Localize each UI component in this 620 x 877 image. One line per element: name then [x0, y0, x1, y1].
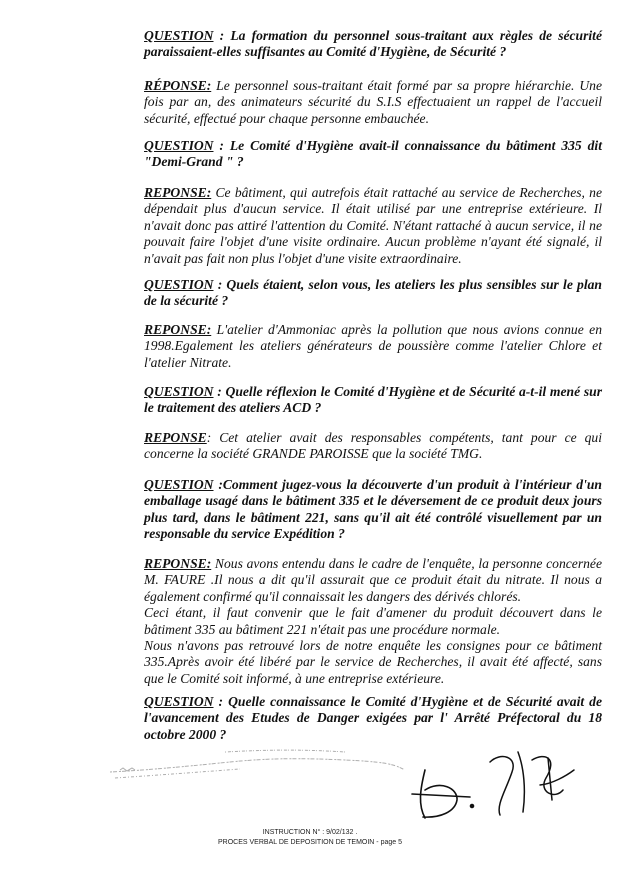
answer-text: Nous avons entendu dans le cadre de l'enquête, la personne concernée M. FAURE .Il nous a dit qu'il assurait que ce produit était du nitrate. Il nous a également confirmé qu'il connaissait les dangers des dérivés chlorés. — [144, 556, 602, 604]
question-text: : Le Comité d'Hygiène avait-il connaissance du bâtiment 335 dit "Demi-Grand " ? — [144, 138, 602, 170]
question-text: :Comment jugez-vous la découverte d'un produit à l'intérieur d'un emballage usagé dans le bâtiment 335 et le déversement de ce produit deux jours plus tard, dans le bâtiment 221, sans qu'il ait été contrôlé visuellement par un responsable du service Expédition ? — [144, 477, 602, 542]
question-label: QUESTION — [144, 277, 214, 292]
question-label: QUESTION — [144, 138, 214, 153]
answer-label: REPONSE: — [144, 556, 212, 571]
question-text: : Quelle réflexion le Comité d'Hygiène et de Sécurité a-t-il mené sur le traitement des ateliers ACD ? — [144, 384, 602, 416]
question-text: : Quelle connaissance le Comité d'Hygiène et de Sécurité avait de l'avancement des Etudes de Danger exigées par l' Arrêté Préfectoral du 18 octobre 2000 ? — [144, 694, 602, 742]
question-label: QUESTION — [144, 694, 214, 709]
answer-text: L'atelier d'Ammoniac après la pollution que nous avions connue en 1998.Egalement les ateliers générateurs de poussière comme l'atelier Chlore et l'atelier Nitrate. — [144, 322, 602, 370]
question-text: : La formation du personnel sous-traitant aux règles de sécurité paraissaient-elles suffisantes au Comité d'Hygiène, de Sécurité ? — [144, 28, 602, 60]
answer-label: REPONSE: — [144, 322, 212, 337]
question-label: QUESTION — [144, 384, 214, 399]
question-label: QUESTION — [144, 477, 214, 492]
answer-paragraph: Ceci étant, il faut convenir que le fait d'amener du produit découvert dans le bâtiment 335 au bâtiment 221 n'était pas une procédure normale. — [144, 605, 602, 637]
footer-proces-verbal: PROCES VERBAL DE DEPOSITION DE TEMOIN - page 5 — [218, 839, 402, 846]
answer-text: : Cet atelier avait des responsables compétents, tant pour ce qui concerne la société GRANDE PAROISSE que la société TMG. — [144, 430, 602, 462]
footer-instruction: INSTRUCTION N° : 9/02/132 . — [262, 829, 358, 836]
answer-paragraph: Nous n'avons pas retrouvé lors de notre enquête les consignes pour ce bâtiment 335.Après avoir été libéré par le service de Recherches, il avait été affecté, sans que le Comité soit informé, à une entreprise extérieure. — [144, 638, 602, 686]
question-text: : Quels étaient, selon vous, les ateliers les plus sensibles sur le plan de la sécurité ? — [144, 277, 602, 309]
signature-1 — [412, 770, 474, 818]
answer-label: REPONSE: — [144, 185, 212, 200]
answer-text: Le personnel sous-traitant était formé par sa propre hiérarchie. Une fois par an, des animateurs sécurité du S.I.S effectuaient un rappel de l'accueil sécurité, effectué pour chaque personne embauchée. — [144, 78, 602, 126]
answer-label: RÉPONSE: — [144, 78, 212, 93]
question-label: QUESTION — [144, 28, 214, 43]
signature-2 — [490, 752, 574, 815]
answer-text: Ce bâtiment, qui autrefois était rattaché au service de Recherches, ne dépendait plus d'aucun service. Il était utilisé par une entreprise extérieure. Il n'avait donc pas attiré l'attention du Comité. N'étant rattaché à aucun service, il ne pouvait faire l'objet d'une visite ordinaire. Aucun problème n'ayant été signalé, il n'avait pas fait non plus l'objet d'une visite extraordinaire. — [144, 185, 602, 266]
answer-label: REPONSE — [144, 430, 207, 445]
stamp-smudge — [110, 750, 405, 778]
